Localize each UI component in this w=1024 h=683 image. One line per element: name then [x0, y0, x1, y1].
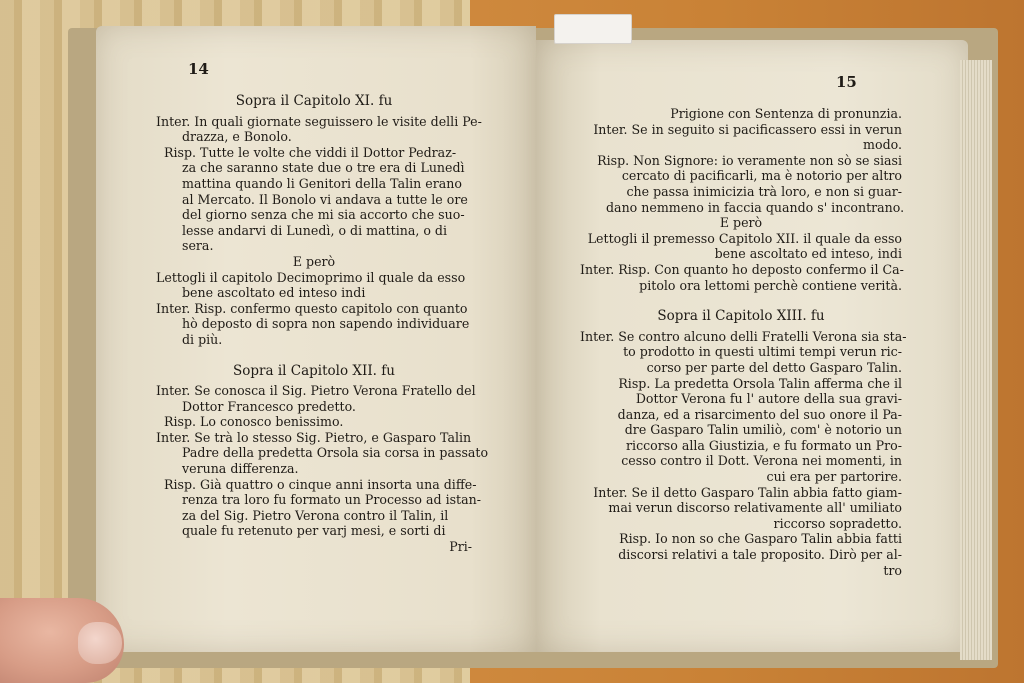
text-line: riccorso sopradetto. — [773, 515, 902, 531]
text-line: Inter. Se il detto Gasparo Talin abbia fatto giam- — [593, 484, 902, 500]
right-page-text — [580, 106, 907, 578]
page-edges — [960, 60, 992, 660]
text-line: Inter. Se contro alcuno delli Fratelli Verona sia sta- — [580, 328, 907, 344]
text-line: riccorso alla Giustizia, e fu formato un Pro- — [626, 437, 902, 453]
text-line: Inter. Se conosca il Sig. Pietro Verona Fratello del — [156, 383, 476, 399]
text-line: discorsi relativi a tale proposito. Dirò per al- — [618, 547, 902, 563]
text-line: quale fu retenuto per varj mesi, e sorti di — [182, 523, 446, 539]
text-line: Dottor Francesco predetto. — [182, 398, 356, 414]
text-line: di più. — [182, 331, 223, 347]
text-line: cui era per partorire. — [766, 469, 902, 485]
text-line: bene ascoltato ed inteso, indi — [714, 246, 902, 262]
text-line: hò deposto di sopra non sapendo individuare — [182, 316, 470, 332]
text-line: cercato di pacificarli, ma è notorio per altro — [621, 168, 902, 184]
text-line: Risp. Lo conosco benissimo. — [164, 414, 344, 430]
text-line: che passa inimicizia trà loro, e non si guar- — [626, 183, 902, 199]
text-line: to prodotto in questi ultimi tempi verun ric- — [623, 344, 902, 360]
text-line: mai verun discorso relativamente all' umiliato — [608, 500, 902, 516]
text-line: del giorno senza che mi sia accorto che suo- — [182, 207, 465, 223]
spacer — [580, 293, 902, 307]
left-page — [96, 26, 536, 652]
text-line: modo. — [863, 137, 902, 153]
text-line: E però — [292, 253, 336, 269]
text-line: dano nemmeno in faccia quando s' incontrano. — [606, 199, 905, 215]
text-line: Inter. Risp. confermo questo capitolo con quanto — [156, 300, 468, 316]
text-line: Risp. Non Signore: io veramente non sò se siasi — [597, 152, 902, 168]
text-line: Inter. In quali giornate seguissero le visite delli Pe- — [156, 113, 482, 129]
thumbnail-nail — [78, 622, 122, 664]
page-number-right: 15 — [836, 73, 857, 91]
section-heading: Sopra il Capitolo XII. fu — [233, 362, 395, 379]
text-line: mattina quando li Genitori della Talin erano — [182, 175, 462, 191]
text-line: lesse andarvi di Lunedì, o di mattina, o di — [182, 222, 448, 238]
text-line: renza tra loro fu formato un Processo ad istan- — [182, 492, 481, 508]
catchword: tro — [883, 562, 902, 578]
text-line: danza, ed a risarcimento del suo onore il Pa- — [617, 406, 902, 422]
text-line: Inter. Risp. Con quanto ho deposto confermo il Ca- — [580, 261, 904, 277]
text-line: sera. — [182, 238, 214, 254]
text-line: pitolo ora lettomi perchè contiene verità. — [639, 277, 902, 293]
text-line: Prigione con Sentenza di pronunzia. — [670, 106, 902, 121]
text-line: Inter. Se trà lo stesso Sig. Pietro, e Gasparo Talin — [156, 429, 472, 445]
text-line: drazza, e Bonolo. — [182, 129, 292, 145]
text-line: za che saranno state due o tre era di Lunedì — [182, 160, 465, 176]
page-number-left: 14 — [188, 60, 209, 78]
text-line: veruna differenza. — [182, 461, 299, 477]
text-line: Dottor Verona fu l' autore della sua gravi- — [635, 391, 902, 407]
text-line: bene ascoltato ed inteso indi — [182, 285, 366, 301]
right-page — [536, 40, 968, 652]
bookmark-tab — [554, 14, 632, 44]
section-heading: Sopra il Capitolo XI. fu — [235, 93, 393, 109]
text-line: cesso contro il Dott. Verona nei momenti, in — [621, 453, 902, 469]
text-line: Lettogli il premesso Capitolo XII. il quale da esso — [587, 230, 902, 246]
text-line: corso per parte del detto Gasparo Talin. — [646, 359, 902, 375]
left-page-text — [156, 92, 489, 555]
text-line: Padre della predetta Orsola sia corsa in passato — [182, 445, 489, 461]
spacer — [156, 348, 472, 362]
text-line: Risp. Tutte le volte che viddi il Dottor Pedraz- — [164, 144, 457, 160]
text-line: dre Gasparo Talin umiliò, com' è notorio un — [624, 422, 902, 438]
text-line: Risp. La predetta Orsola Talin afferma che il — [618, 375, 902, 391]
text-line: za del Sig. Pietro Verona contro il Talin, il — [182, 507, 449, 523]
text-line: E però — [719, 215, 763, 231]
text-line: Inter. Se in seguito si pacificassero essi in verun — [593, 121, 902, 137]
text-line: al Mercato. Il Bonolo vi andava a tutte le ore — [182, 191, 468, 207]
text-line: Lettogli il capitolo Decimoprimo il quale da esso — [156, 269, 466, 285]
catchword: Pri- — [449, 539, 472, 555]
section-heading: Sopra il Capitolo XIII. fu — [657, 308, 825, 325]
text-line: Risp. Io non so che Gasparo Talin abbia fatti — [619, 531, 902, 547]
text-line: Risp. Già quattro o cinque anni insorta una diffe- — [164, 476, 477, 492]
